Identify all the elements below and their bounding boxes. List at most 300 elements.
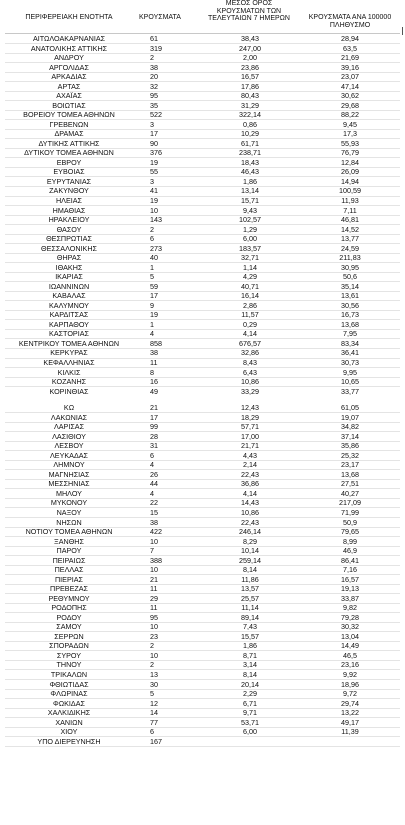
- table-row: [0, 737, 405, 746]
- seven-day-average: 80,43: [241, 91, 259, 101]
- seven-day-average: 2,00: [243, 53, 257, 63]
- seven-day-average: 22,43: [241, 469, 259, 479]
- table-row: [0, 479, 405, 488]
- region-name: ΠΡΕΒΕΖΑΣ: [50, 584, 88, 594]
- cases-count: 3: [150, 119, 154, 129]
- seven-day-average: 11,14: [241, 603, 259, 613]
- cases-per-100k: 79,65: [341, 527, 359, 537]
- cases-count: 35: [150, 100, 158, 110]
- table-row: [0, 91, 405, 100]
- cases-count: 90: [150, 138, 158, 148]
- region-name: ΡΟΔΟΥ: [56, 612, 82, 622]
- cases-count: 31: [150, 441, 158, 451]
- seven-day-average: 10,14: [241, 546, 259, 556]
- region-name: ΚΑΣΤΟΡΙΑΣ: [49, 329, 89, 339]
- cases-per-100k: 55,93: [341, 138, 359, 148]
- table-row: [0, 584, 405, 593]
- table-row: [0, 413, 405, 422]
- table-row: [0, 148, 405, 157]
- region-name: ΙΩΑΝΝΙΝΩΝ: [48, 281, 90, 291]
- seven-day-average: 15,71: [241, 196, 259, 205]
- seven-day-average: 8,29: [243, 536, 257, 546]
- seven-day-average: 246,14: [239, 527, 261, 537]
- seven-day-average: 11,86: [241, 574, 259, 584]
- seven-day-average: 6,43: [243, 367, 257, 377]
- table-row: [0, 603, 405, 612]
- cases-per-100k: 26,09: [341, 167, 359, 177]
- region-name: ΧΑΛΚΙΔΙΚΗΣ: [47, 708, 91, 718]
- table-row: [0, 377, 405, 386]
- table-row: [0, 565, 405, 574]
- seven-day-average: 89,14: [241, 612, 259, 622]
- seven-day-average: 38,43: [241, 34, 259, 43]
- table-row: [0, 101, 405, 110]
- cases-per-100k: 86,41: [341, 555, 359, 565]
- table-row: [0, 139, 405, 148]
- cases-per-100k: 16,73: [341, 310, 359, 320]
- region-name: ΚΑΡΔΙΤΣΑΣ: [49, 310, 89, 320]
- cases-count: 3: [150, 176, 154, 186]
- region-name: ΑΝΑΤΟΛΙΚΗΣ ΑΤΤΙΚΗΣ: [30, 43, 108, 53]
- seven-day-average: 0,86: [243, 119, 257, 129]
- cases-count: 21: [150, 403, 158, 413]
- seven-day-average: 2,14: [243, 460, 257, 470]
- cases-count: 10: [150, 205, 158, 215]
- seven-day-average: 238,71: [239, 148, 261, 158]
- cases-per-100k: 35,86: [341, 441, 359, 451]
- cases-count: 273: [150, 243, 162, 253]
- region-name: ΑΡΚΑΔΙΑΣ: [51, 72, 87, 82]
- cases-per-100k: 18,96: [341, 679, 359, 689]
- cases-count: 61: [150, 34, 158, 43]
- cases-count: 21: [150, 574, 158, 584]
- table-row: [0, 82, 405, 91]
- cases-count: 4: [150, 329, 154, 339]
- table-row: [0, 575, 405, 584]
- cases-count: 8: [150, 367, 154, 377]
- seven-day-average: 1,29: [243, 224, 257, 234]
- seven-day-average: 10,86: [241, 507, 259, 517]
- cases-per-100k: 8,99: [343, 536, 357, 546]
- seven-day-average: 16,57: [241, 72, 259, 82]
- table-row: [0, 641, 405, 650]
- region-name: ΚΙΛΚΙΣ: [57, 367, 81, 377]
- cases-count: 22: [150, 498, 158, 508]
- cases-per-100k: 83,34: [341, 338, 359, 348]
- region-name: ΘΕΣΠΡΩΤΙΑΣ: [46, 234, 92, 244]
- table-row: [0, 368, 405, 377]
- seven-day-average: 9,71: [243, 708, 257, 718]
- cases-count: 59: [150, 281, 158, 291]
- cases-count: 19: [150, 196, 158, 205]
- cases-per-100k: 33,87: [341, 593, 359, 603]
- cases-count: 29: [150, 593, 158, 603]
- cases-count: 5: [150, 689, 154, 699]
- table-row: [0, 272, 405, 281]
- seven-day-average: 247,00: [239, 43, 261, 53]
- region-name: ΛΑΡΙΣΑΣ: [53, 422, 85, 432]
- table-row: [0, 196, 405, 205]
- cases-count: 12: [150, 698, 158, 708]
- region-name: ΚΕΝΤΡΙΚΟΥ ΤΟΜΕΑ ΑΘΗΝΩΝ: [18, 338, 120, 348]
- cases-per-100k: 14,94: [341, 176, 359, 186]
- seven-day-average: 32,71: [241, 253, 259, 263]
- region-name: ΚΩ: [63, 403, 75, 413]
- region-name: ΛΕΥΚΑΔΑΣ: [49, 450, 88, 460]
- region-name: ΣΥΡΟΥ: [56, 650, 82, 660]
- region-name: ΠΕΙΡΑΙΩΣ: [52, 555, 86, 565]
- region-name: ΝΑΞΟΥ: [56, 507, 82, 517]
- cases-count: 7: [150, 546, 154, 556]
- seven-day-average: 13,14: [241, 186, 259, 196]
- cases-count: 32: [150, 81, 158, 91]
- cases-per-100k: 34,82: [341, 422, 359, 432]
- cases-count: 40: [150, 253, 158, 263]
- seven-day-average: 31,29: [241, 100, 259, 110]
- seven-day-average: 1,14: [243, 262, 257, 272]
- table-row: [0, 508, 405, 517]
- cases-count: 858: [150, 338, 162, 348]
- table-row: [0, 44, 405, 53]
- region-name: ΝΟΤΙΟΥ ΤΟΜΕΑ ΑΘΗΝΩΝ: [25, 527, 113, 537]
- table-row: [0, 348, 405, 357]
- cases-count: 19: [150, 310, 158, 320]
- cases-per-100k: 61,05: [341, 403, 359, 413]
- cases-count: 99: [150, 422, 158, 432]
- seven-day-average: 2,29: [243, 689, 257, 699]
- table-row: [0, 651, 405, 660]
- seven-day-average: 4,29: [243, 272, 257, 282]
- seven-day-average: 259,14: [239, 555, 261, 565]
- cases-per-100k: 23,17: [341, 460, 359, 470]
- cases-count: 38: [150, 62, 158, 72]
- table-row: [0, 358, 405, 367]
- cases-count: 143: [150, 215, 162, 225]
- cases-per-100k: 12,84: [341, 157, 359, 167]
- table-row: [0, 718, 405, 727]
- table-row: [0, 320, 405, 329]
- seven-day-average: 10,86: [241, 377, 259, 387]
- seven-day-average: 183,57: [239, 243, 261, 253]
- table-row: [0, 225, 405, 234]
- cases-per-100k: 217,09: [339, 498, 361, 508]
- seven-day-average: 53,71: [241, 717, 259, 727]
- cases-per-100k: 35,14: [341, 281, 359, 291]
- cases-count: 14: [150, 708, 158, 718]
- region-name: ΔΡΑΜΑΣ: [54, 129, 84, 139]
- table-row: [0, 546, 405, 555]
- header-cases-per-100000: ΚΡΟΥΣΜΑΤΑ ΑΝΑ 100000 ΠΛΗΘΥΣΜΟ: [308, 14, 392, 29]
- row-divider: [5, 746, 400, 747]
- cases-count: 2: [150, 224, 154, 234]
- table-row: [0, 403, 405, 412]
- cases-count: 55: [150, 167, 158, 177]
- table-row: [0, 301, 405, 310]
- cases-per-100k: 11,39: [341, 727, 359, 737]
- table-row: [0, 244, 405, 253]
- cases-count: 11: [150, 358, 158, 368]
- table-row: [0, 460, 405, 469]
- table-row: [0, 282, 405, 291]
- seven-day-average: 102,57: [239, 215, 261, 225]
- cases-count: 6: [150, 234, 154, 244]
- cases-per-100k: 13,04: [341, 631, 359, 641]
- region-name: ΡΟΔΟΠΗΣ: [51, 603, 87, 613]
- table-row: [0, 594, 405, 603]
- cases-per-100k: 29,68: [341, 100, 359, 110]
- table-row: [0, 670, 405, 679]
- cases-count: 2: [150, 641, 154, 651]
- cases-count: 1: [150, 319, 154, 329]
- cases-per-100k: 27,51: [341, 479, 359, 489]
- seven-day-average: 32,86: [241, 348, 259, 358]
- cases-per-100k: 46,9: [343, 546, 357, 556]
- cases-per-100k: 11,93: [341, 196, 359, 205]
- cases-per-100k: 10,65: [341, 377, 359, 387]
- region-name: ΚΟΡΙΝΘΙΑΣ: [49, 386, 89, 396]
- cases-count: 10: [150, 536, 158, 546]
- seven-day-average: 57,71: [241, 422, 259, 432]
- cases-per-100k: 14,49: [341, 641, 359, 651]
- cases-per-100k: 9,92: [343, 669, 357, 679]
- region-name: ΚΕΦΑΛΛΗΝΙΑΣ: [43, 358, 95, 368]
- cases-per-100k: 46,81: [341, 215, 359, 225]
- region-name: ΠΙΕΡΙΑΣ: [54, 574, 83, 584]
- region-name: ΚΟΖΑΝΗΣ: [51, 377, 87, 387]
- seven-day-average: 13,57: [241, 584, 259, 594]
- cases-per-100k: 21,69: [341, 53, 359, 63]
- seven-day-average: 11,57: [241, 310, 259, 320]
- region-name: ΣΑΜΟΥ: [56, 622, 82, 632]
- region-name: ΑΡΤΑΣ: [57, 81, 81, 91]
- table-row: [0, 622, 405, 631]
- seven-day-average: 16,14: [241, 291, 259, 301]
- region-name: ΦΘΙΩΤΙΔΑΣ: [49, 679, 89, 689]
- cases-per-100k: 211,83: [339, 253, 361, 263]
- region-name: ΘΕΣΣΑΛΟΝΙΚΗΣ: [41, 243, 97, 253]
- table-row: [0, 613, 405, 622]
- cases-per-100k: 71,99: [341, 507, 359, 517]
- region-name: ΚΑΡΠΑΘΟΥ: [49, 319, 89, 329]
- cases-count: 422: [150, 527, 162, 537]
- cases-per-100k: 13,68: [341, 319, 359, 329]
- cases-per-100k: 49,17: [341, 717, 359, 727]
- seven-day-average: 10,29: [241, 129, 259, 139]
- seven-day-average: 18,29: [241, 412, 259, 422]
- table-row: [0, 310, 405, 319]
- table-row: [0, 689, 405, 698]
- cases-per-100k: 63,5: [343, 43, 357, 53]
- table-row: [0, 263, 405, 272]
- region-name: ΧΙΟΥ: [60, 727, 78, 737]
- region-name: ΦΛΩΡΙΝΑΣ: [50, 689, 88, 699]
- seven-day-average: 676,57: [239, 338, 261, 348]
- region-name: ΚΕΡΚΥΡΑΣ: [50, 348, 88, 358]
- region-name: ΜΑΓΝΗΣΙΑΣ: [48, 469, 90, 479]
- seven-day-average: 4,14: [243, 488, 257, 498]
- table-row: [0, 556, 405, 565]
- region-name: ΕΥΡΥΤΑΝΙΑΣ: [46, 176, 92, 186]
- seven-day-average: 17,00: [241, 431, 259, 441]
- cases-per-100k: 13,68: [341, 469, 359, 479]
- table-row: [0, 120, 405, 129]
- table-row: [0, 727, 405, 736]
- header-regional-unit: ΠΕΡΙΦΕΡΕΙΑΚΗ ΕΝΟΤΗΤΑ: [25, 14, 113, 21]
- cases-count: 95: [150, 612, 158, 622]
- cases-count: 49: [150, 386, 158, 396]
- region-name: ΘΗΡΑΣ: [56, 253, 82, 263]
- seven-day-average: 46,43: [241, 167, 259, 177]
- region-name: ΒΟΡΕΙΟΥ ΤΟΜΕΑ ΑΘΗΝΩΝ: [23, 110, 115, 120]
- table-row: [0, 527, 405, 536]
- region-name: ΚΑΒΑΛΑΣ: [52, 291, 86, 301]
- seven-day-average: 8,14: [243, 669, 257, 679]
- cases-count: 5: [150, 272, 154, 282]
- cases-count: 9: [150, 300, 154, 310]
- region-name: ΤΗΝΟΥ: [56, 660, 82, 670]
- table-row: [0, 708, 405, 717]
- table-row: [0, 177, 405, 186]
- region-name: ΠΑΡΟΥ: [56, 546, 82, 556]
- cases-count: 6: [150, 450, 154, 460]
- cases-count: 4: [150, 488, 154, 498]
- seven-day-average: 322,14: [239, 110, 261, 120]
- region-name: ΣΕΡΡΩΝ: [54, 631, 84, 641]
- cases-count: 2: [150, 53, 154, 63]
- cases-per-100k: 39,16: [341, 62, 359, 72]
- header-cases: ΚΡΟΥΣΜΑΤΑ: [139, 14, 181, 21]
- seven-day-average: 8,71: [243, 650, 257, 660]
- cases-count: 77: [150, 717, 158, 727]
- cases-per-100k: 23,16: [341, 660, 359, 670]
- cases-per-100k: 46,5: [343, 650, 357, 660]
- cases-count: 15: [150, 507, 158, 517]
- table-row: [0, 167, 405, 176]
- region-name: ΓΡΕΒΕΝΩΝ: [49, 119, 89, 129]
- seven-day-average: 21,71: [241, 441, 259, 451]
- page-break: [0, 395, 405, 402]
- region-name: ΡΕΘΥΜΝΟΥ: [48, 593, 90, 603]
- region-name: ΠΕΛΛΑΣ: [54, 565, 84, 575]
- cases-per-100k: 7,11: [343, 205, 357, 215]
- region-name: ΘΑΣΟΥ: [56, 224, 82, 234]
- cases-count: 319: [150, 43, 162, 53]
- table-row: [0, 470, 405, 479]
- cases-per-100k: 37,14: [341, 431, 359, 441]
- cases-count: 17: [150, 291, 158, 301]
- table-row: [0, 660, 405, 669]
- table-row: [0, 329, 405, 338]
- table-row: [0, 63, 405, 72]
- cases-per-100k: 50,6: [343, 272, 357, 282]
- cases-per-100k: 13,77: [341, 234, 359, 244]
- table-row: [0, 215, 405, 224]
- region-name: ΛΗΜΝΟΥ: [53, 460, 85, 470]
- cases-count: 16: [150, 377, 158, 387]
- cases-per-100k: 47,14: [341, 81, 359, 91]
- cases-per-100k: 13,22: [341, 708, 359, 718]
- cases-per-100k: 28,94: [341, 34, 359, 43]
- cases-count: 167: [150, 736, 162, 746]
- cases-count: 4: [150, 460, 154, 470]
- cases-count: 20: [150, 72, 158, 82]
- table-row: [0, 158, 405, 167]
- seven-day-average: 23,86: [241, 62, 259, 72]
- cases-count: 17: [150, 412, 158, 422]
- region-name: ΑΡΓΟΛΙΔΑΣ: [49, 62, 89, 72]
- cases-per-100k: 30,32: [341, 622, 359, 632]
- region-name: ΛΑΚΩΝΙΑΣ: [50, 412, 88, 422]
- table-row: [0, 489, 405, 498]
- cases-count: 2: [150, 660, 154, 670]
- cases-count: 44: [150, 479, 158, 489]
- cases-per-100k: 30,56: [341, 300, 359, 310]
- cases-count: 38: [150, 348, 158, 358]
- seven-day-average: 2,86: [243, 300, 257, 310]
- cases-count: 28: [150, 431, 158, 441]
- cases-count: 95: [150, 91, 158, 101]
- cases-per-100k: 33,77: [341, 386, 359, 396]
- cases-per-100k: 19,13: [341, 584, 359, 594]
- cases-per-100k: 25,32: [341, 450, 359, 460]
- seven-day-average: 6,00: [243, 234, 257, 244]
- region-name: ΗΛΕΙΑΣ: [55, 196, 83, 205]
- seven-day-average: 17,86: [241, 81, 259, 91]
- cases-per-100k: 29,74: [341, 698, 359, 708]
- cases-per-100k: 30,95: [341, 262, 359, 272]
- region-name: ΖΑΚΥΝΘΟΥ: [49, 186, 89, 196]
- seven-day-average: 12,43: [241, 403, 259, 413]
- cases-per-100k: 9,72: [343, 689, 357, 699]
- header-7day-average: ΜΕΣΟΣ ΟΡΟΣ ΚΡΟΥΣΜΑΤΩΝ ΤΩΝ ΤΕΛΕΥΤΑΙΩΝ 7 ΗΜΕΡΩΝ: [208, 0, 290, 22]
- region-name: ΥΠΟ ΔΙΕΡΕΥΝΗΣΗ: [37, 736, 101, 746]
- cases-per-100k: 9,82: [343, 603, 357, 613]
- cases-count: 522: [150, 110, 162, 120]
- region-name: ΑΙΤΩΛΟΑΚΑΡΝΑΝΙΑΣ: [32, 34, 106, 43]
- cases-count: 30: [150, 679, 158, 689]
- cases-per-100k: 30,73: [341, 358, 359, 368]
- cases-count: 23: [150, 631, 158, 641]
- region-name: ΜΥΚΟΝΟΥ: [50, 498, 88, 508]
- seven-day-average: 40,71: [241, 281, 259, 291]
- table-row: [0, 110, 405, 119]
- seven-day-average: 33,29: [241, 386, 259, 396]
- table-row: [0, 632, 405, 641]
- table-row: [0, 432, 405, 441]
- seven-day-average: 18,43: [241, 157, 259, 167]
- cases-count: 376: [150, 148, 162, 158]
- seven-day-average: 15,57: [241, 631, 259, 641]
- table-row: [0, 441, 405, 450]
- cases-per-100k: 9,95: [343, 367, 357, 377]
- table-header: [0, 0, 405, 35]
- table-row: [0, 451, 405, 460]
- seven-day-average: 4,43: [243, 450, 257, 460]
- region-name: ΜΕΣΣΗΝΙΑΣ: [48, 479, 90, 489]
- cases-per-100k: 88,22: [341, 110, 359, 120]
- cases-count: 26: [150, 469, 158, 479]
- seven-day-average: 4,14: [243, 329, 257, 339]
- region-name: ΛΕΣΒΟΥ: [54, 441, 84, 451]
- cases-count: 17: [150, 129, 158, 139]
- table-row: [0, 498, 405, 507]
- region-name: ΕΥΒΟΙΑΣ: [53, 167, 85, 177]
- cases-per-100k: 7,16: [343, 565, 357, 575]
- region-name: ΝΗΣΩΝ: [56, 517, 82, 527]
- cases-count: 10: [150, 650, 158, 660]
- cases-per-100k: 50,9: [343, 517, 357, 527]
- region-name: ΗΡΑΚΛΕΙΟΥ: [48, 215, 90, 225]
